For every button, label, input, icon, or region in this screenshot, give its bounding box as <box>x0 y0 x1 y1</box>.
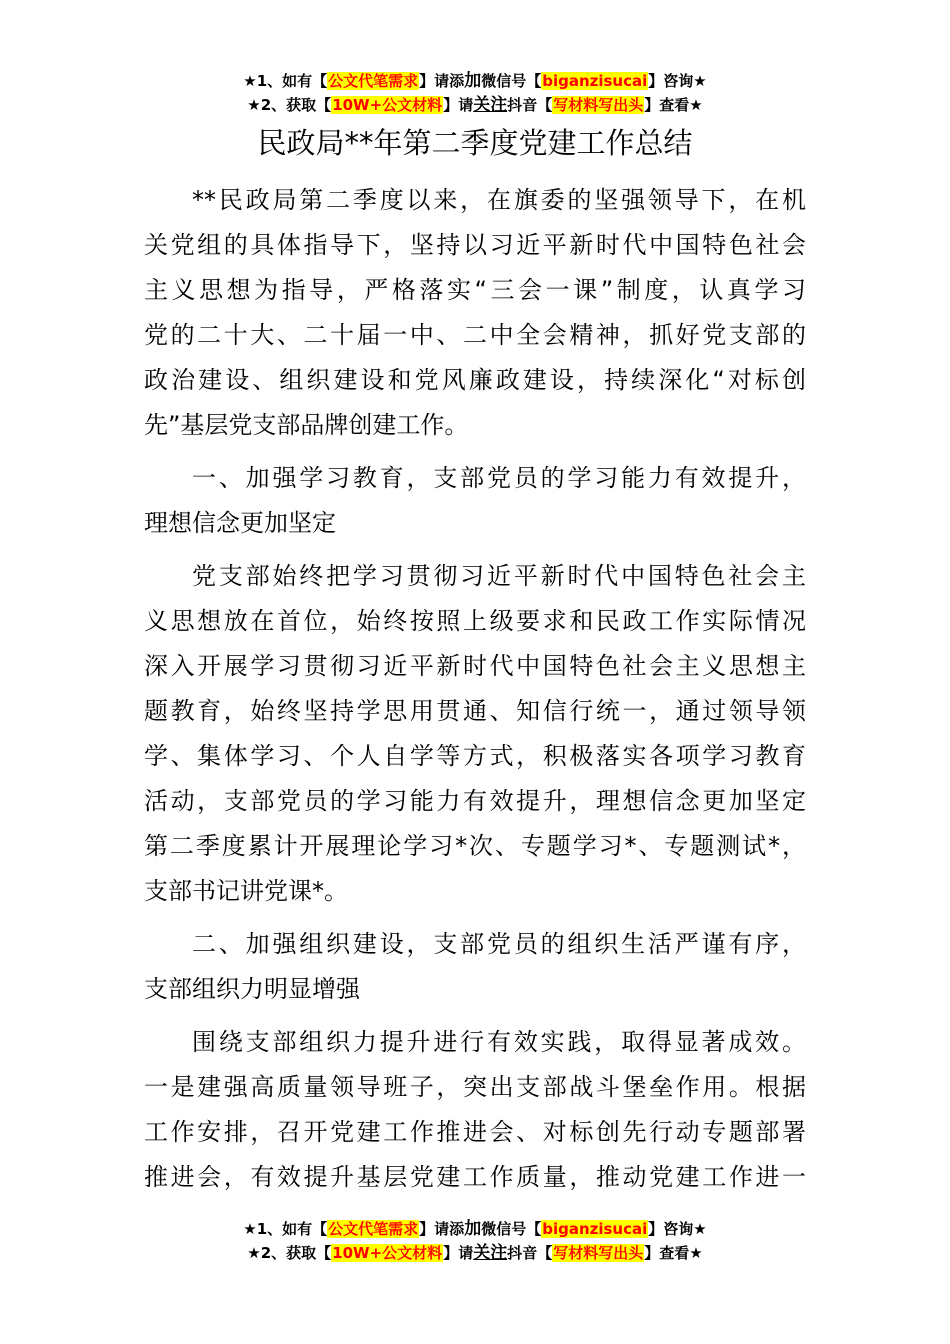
text-line: 深入开展学习贯彻习近平新时代中国特色社会主义思想主 <box>144 652 806 680</box>
banner-emphasis: 关注 <box>473 95 508 115</box>
text-line: 党的二十大、二十届一中、二中全会精神，抓好党支部的 <box>144 321 806 349</box>
banner-text: 抖音【 <box>507 96 553 114</box>
heading-line: 理想信念更加坚定 <box>144 509 336 537</box>
banner-line-2 <box>0 93 950 117</box>
text-line: 支部书记讲党课*。 <box>144 877 348 905</box>
banner-highlight: 公文代笔需求 <box>328 72 419 90</box>
banner-text: 】请添 <box>419 72 465 90</box>
banner-text: 】咨询★ <box>648 72 707 90</box>
heading-line: 支部组织力明显增强 <box>144 975 360 1003</box>
banner-text: 抖音【 <box>507 1244 553 1262</box>
text-line: 题教育，始终坚持学思用贯通、知信行统一，通过领导领 <box>144 697 806 725</box>
banner-text: 】查看★ <box>644 1244 703 1262</box>
heading-line: 一、加强学习教育，支部党员的学习能力有效提升， <box>192 464 806 492</box>
text-line: 先”基层党支部品牌创建工作。 <box>144 411 469 439</box>
banner-text: 】咨询★ <box>648 1220 707 1238</box>
bottom-banner <box>0 1217 950 1265</box>
banner-highlight: 10W+公文材料 <box>332 96 443 114</box>
banner-text: ★2、获取【 <box>247 96 332 114</box>
heading-line: 二、加强组织建设，支部党员的组织生活严谨有序， <box>192 930 806 958</box>
text-line: 推进会，有效提升基层党建工作质量，推动党建工作进一 <box>144 1163 806 1191</box>
banner-highlight: 10W+公文材料 <box>332 1244 443 1262</box>
banner-text: ★1、如有【 <box>243 1220 328 1238</box>
banner-text: 微信号【 <box>481 72 542 90</box>
banner-highlight-douyin: 写材料写出头 <box>553 1244 644 1262</box>
section-heading-1 <box>144 456 806 546</box>
text-line: 义思想放在首位，始终按照上级要求和民政工作实际情况 <box>144 607 806 635</box>
banner-text: 】请 <box>443 1244 474 1262</box>
text-line: 一是建强高质量领导班子，突出支部战斗堡垒作用。根据 <box>144 1073 806 1101</box>
banner-text: ★2、获取【 <box>247 1244 332 1262</box>
text-line: 工作安排，召开党建工作推进会、对标创先行动专题部署 <box>144 1118 806 1146</box>
text-line: 党支部始终把学习贯彻习近平新时代中国特色社会主 <box>192 562 806 590</box>
document-body <box>144 178 806 1200</box>
banner-highlight-wechat: biganzisucai <box>542 1220 648 1238</box>
paragraph-study <box>144 554 806 914</box>
banner-line-1 <box>0 1217 950 1241</box>
document-title: 民政局**年第二季度党建工作总结 <box>257 126 693 160</box>
text-line: 主义思想为指导，严格落实“三会一课”制度，认真学习 <box>144 276 806 304</box>
banner-text: 微信号【 <box>481 1220 542 1238</box>
paragraph-intro <box>144 178 806 448</box>
text-line: 活动，支部党员的学习能力有效提升，理想信念更加坚定 <box>144 787 806 815</box>
banner-emphasis: 加 <box>464 71 482 91</box>
top-banner <box>0 69 950 117</box>
banner-text: 】查看★ <box>644 96 703 114</box>
text-line: **民政局第二季度以来，在旗委的坚强领导下，在机 <box>192 186 806 214</box>
banner-line-1 <box>0 69 950 93</box>
banner-highlight: 公文代笔需求 <box>328 1220 419 1238</box>
banner-line-2 <box>0 1241 950 1265</box>
text-line: 围绕支部组织力提升进行有效实践，取得显著成效。 <box>192 1028 806 1056</box>
banner-text: 】请 <box>443 96 474 114</box>
text-line: 第二季度累计开展理论学习*次、专题学习*、专题测试*， <box>144 832 806 860</box>
banner-emphasis: 关注 <box>473 1243 508 1263</box>
banner-highlight-douyin: 写材料写出头 <box>553 96 644 114</box>
text-line: 学、集体学习、个人自学等方式，积极落实各项学习教育 <box>144 742 806 770</box>
text-line: 关党组的具体指导下，坚持以习近平新时代中国特色社会 <box>144 231 806 259</box>
banner-highlight-wechat: biganzisucai <box>542 72 648 90</box>
banner-text: ★1、如有【 <box>243 72 328 90</box>
paragraph-organization <box>144 1020 806 1200</box>
banner-emphasis: 加 <box>464 1219 482 1239</box>
section-heading-2 <box>144 922 806 1012</box>
text-line: 政治建设、组织建设和党风廉政建设，持续深化“对标创 <box>144 366 806 394</box>
banner-text: 】请添 <box>419 1220 465 1238</box>
